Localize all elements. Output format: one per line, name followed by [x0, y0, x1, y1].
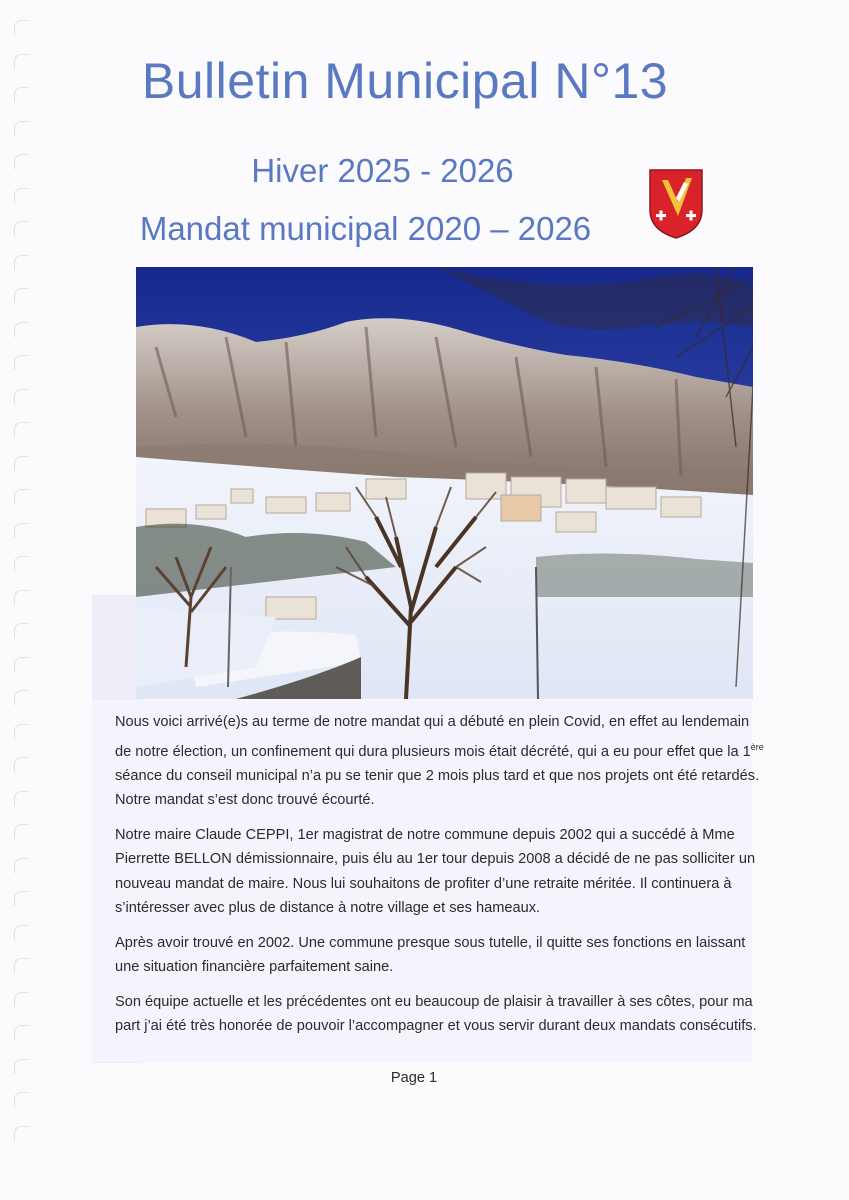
binding-hole	[14, 891, 29, 906]
binding-holes	[14, 20, 36, 1160]
binding-hole	[14, 322, 29, 337]
binding-hole	[14, 121, 29, 136]
binding-hole	[14, 690, 29, 705]
binding-hole	[14, 858, 29, 873]
binding-hole	[14, 590, 29, 605]
binding-hole	[14, 288, 29, 303]
article-paragraph-4: Son équipe actuelle et les précédentes ont eu beaucoup de plaisir à travailler à ses côtes, pour ma part j’ai été très honorée de pouvoir l’accompagner et vous servir durant deux mandats consécutifs.	[115, 993, 757, 1035]
binding-hole	[14, 389, 29, 404]
binding-hole	[14, 824, 29, 839]
binding-hole	[14, 355, 29, 370]
binding-hole	[14, 623, 29, 638]
binding-hole	[14, 255, 29, 270]
article-paragraph-2: Notre maire Claude CEPPI, 1er magistrat de notre commune depuis 2002 qui a succédé à Mme Pierrette BELLON démissionnaire, puis élu au 1er tour depuis 2008 a décidé de ne pas solliciter un nouveau mandat de maire. Nous lui souhaitons de profiter d’une retraite méritée. Il continuera à s’intéresser avec plus de distance à notre village et ses hameaux.	[115, 826, 756, 917]
binding-hole	[14, 958, 29, 973]
binding-hole	[14, 791, 29, 806]
season-subtitle: Hiver 2025 - 2026	[251, 152, 514, 189]
binding-hole	[14, 724, 29, 739]
binding-hole	[14, 556, 29, 571]
coat-of-arms-icon	[648, 168, 704, 240]
binding-hole	[14, 489, 29, 504]
binding-hole	[14, 20, 29, 35]
article-paragraph-3: Après avoir trouvé en 2002. Une commune presque sous tutelle, il quitte ses fonctions en laissant une situation financière parfaitement saine.	[115, 934, 746, 976]
binding-hole	[14, 456, 29, 471]
binding-hole	[14, 925, 29, 940]
binding-hole	[14, 1025, 29, 1040]
binding-hole	[14, 422, 29, 437]
bulletin-title: Bulletin Municipal N°13	[141, 53, 669, 109]
binding-hole	[14, 757, 29, 772]
article-paragraph-1: Nous voici arrivé(e)s au terme de notre mandat qui a débuté en plein Covid, en effet au lendemain de notre élection, un confinement qui dura plusieurs mois était décrété, qui a eu pour effet que la 1ère séance du conseil municipal n’a pu se tenir que 2 mois plus tard et que nos projets ont été retardés. Notre mandat s’est donc trouvé écourté.	[115, 714, 764, 809]
article-body	[115, 710, 765, 1049]
binding-hole	[14, 657, 29, 672]
binding-hole	[14, 992, 29, 1007]
mandate-subtitle: Mandat municipal 2020 – 2026	[139, 210, 592, 247]
binding-hole	[14, 523, 29, 538]
page-number: Page 1	[390, 1070, 438, 1086]
binding-hole	[14, 1126, 29, 1141]
binding-hole	[14, 1092, 29, 1107]
winter-village-photo	[136, 267, 753, 699]
